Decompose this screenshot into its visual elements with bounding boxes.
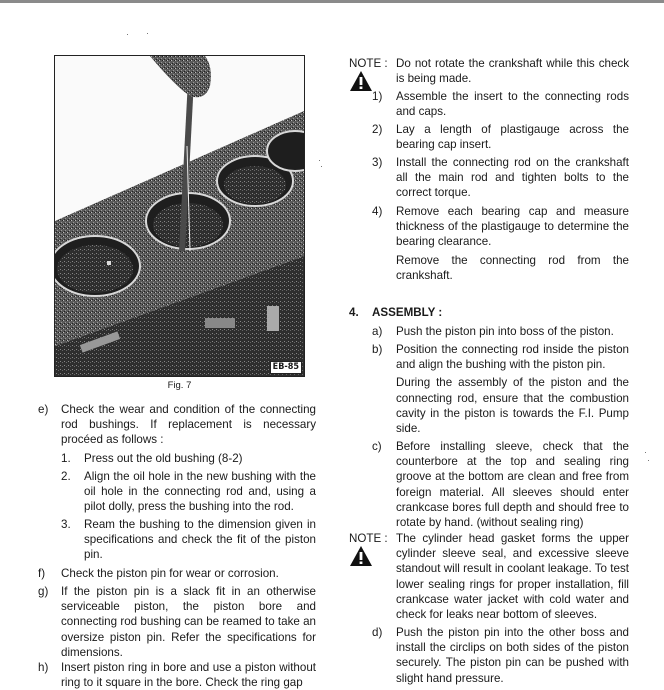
list-marker: 3. [61, 518, 71, 531]
list-item-text: Remove each bearing cap and measure thickness of the plastigauge to determine the bearing clearance. [396, 205, 629, 249]
list-marker: c) [372, 440, 382, 453]
section-number: 4. [349, 306, 359, 319]
engine-block-illustration [55, 56, 304, 376]
list-marker: a) [372, 325, 383, 338]
figure-caption: Fig. 7 [167, 380, 192, 391]
list-marker: 1) [372, 90, 383, 103]
list-item-g [38, 584, 316, 660]
step-4 [372, 204, 629, 283]
sub-item-3 [61, 517, 316, 563]
scan-speck [127, 34, 128, 35]
list-marker: e) [38, 403, 49, 416]
list-item-e [38, 402, 316, 448]
list-item-text: Assemble the insert to the connecting rods and caps. [396, 90, 629, 119]
engine-block-figure [54, 55, 305, 377]
list-item-text: Install the connecting rod on the crankshaft all the main rod and tighten bolts to the correct torque. [396, 156, 629, 200]
scan-speck [147, 33, 148, 34]
list-item-text: Push the piston pin into boss of the piston. [396, 325, 614, 338]
scan-speck [648, 460, 649, 461]
list-item-text: If the piston pin is a slack fit in an otherwise serviceable piston, the piston bore and connecting rod bushing can be reamed to take an oversize piston pin. Refer the specifications for dimensions. [61, 585, 316, 659]
list-item-f [38, 566, 316, 581]
list-item-text: Insert piston ring in bore and use a piston without ring to it square in the bore. Check the ring gap [61, 661, 316, 690]
list-item-extra-text: During the assembly of the piston and the connecting rod, ensure that the combustion cavity in the piston is towards the F.I. Pump side. [396, 376, 629, 436]
note-label: NOTE : [349, 532, 388, 545]
scan-speck [319, 160, 320, 161]
list-item-text: Position the connecting rod inside the piston and align the bushing with the piston pin. [396, 343, 629, 372]
list-marker: h) [38, 661, 49, 674]
figure-code-label: EB-85 [270, 361, 302, 374]
scan-speck [321, 166, 322, 167]
list-item-text: Press out the old bushing (8-2) [84, 452, 243, 465]
warning-icon [350, 546, 372, 566]
list-item-text: Push the piston pin into the other boss and install the circlips on both sides of the piston securely. The piston pin can be pushed with slight hand pressure. [396, 626, 629, 685]
note-text: Do not rotate the crankshaft while this check is being made. [396, 57, 629, 86]
section-heading: ASSEMBLY : [372, 306, 443, 319]
list-marker: 2. [61, 470, 71, 483]
list-marker: d) [372, 626, 383, 639]
scan-speck [645, 452, 646, 453]
note-text: The cylinder head gasket forms the upper cylinder sleeve seal, and excessive sleeve standout will result in coolant leakage. To test lower sealing rings for proper installation, fill crankcase water jacket with cold water and check for leaks near bottom of sleeves. [396, 532, 629, 622]
list-item-text: Lay a length of plastigauge across the bearing cap insert. [396, 123, 629, 152]
list-item-text: Align the oil hole in the new bushing with the oil hole in the connecting rod and, using a pilot dolly, press the bushing into the rod. [84, 470, 316, 514]
list-marker: 2) [372, 123, 383, 136]
warning-icon [350, 71, 372, 91]
list-item-text: Check the wear and condition of the connecting rod bushings. If replacement is necessary procéed as follows : [61, 403, 316, 447]
list-item-extra-text: Remove the connecting rod from the crankshaft. [396, 253, 629, 282]
assembly-b [372, 342, 629, 436]
page-top-rule [0, 0, 664, 3]
note-label: NOTE : [349, 57, 388, 70]
list-item-text: Ream the bushing to the dimension given in specifications and check the fit of the piston pin. [84, 518, 316, 562]
list-item-text: Before installing sleeve, check that the counterbore at the top and sealing ring groove at the bottom are clean and free from foreign material. All sleeves should enter crankcase bores full depth and should free to rotate by hand. (without sealing ring) [396, 440, 629, 530]
list-marker: f) [38, 567, 46, 580]
step-2 [372, 122, 629, 152]
list-marker: 4) [372, 205, 383, 218]
list-marker: 1. [61, 452, 71, 465]
step-3 [372, 155, 629, 201]
assembly-a [372, 324, 629, 339]
sub-item-2 [61, 469, 316, 515]
list-marker: b) [372, 343, 383, 356]
list-marker: 3) [372, 156, 383, 169]
assembly-c [372, 439, 629, 530]
assembly-d [372, 625, 629, 686]
list-item-text: Check the piston pin for wear or corrosion. [61, 567, 279, 580]
step-1 [372, 89, 629, 119]
sub-item-1 [61, 451, 316, 466]
list-marker: g) [38, 585, 49, 598]
